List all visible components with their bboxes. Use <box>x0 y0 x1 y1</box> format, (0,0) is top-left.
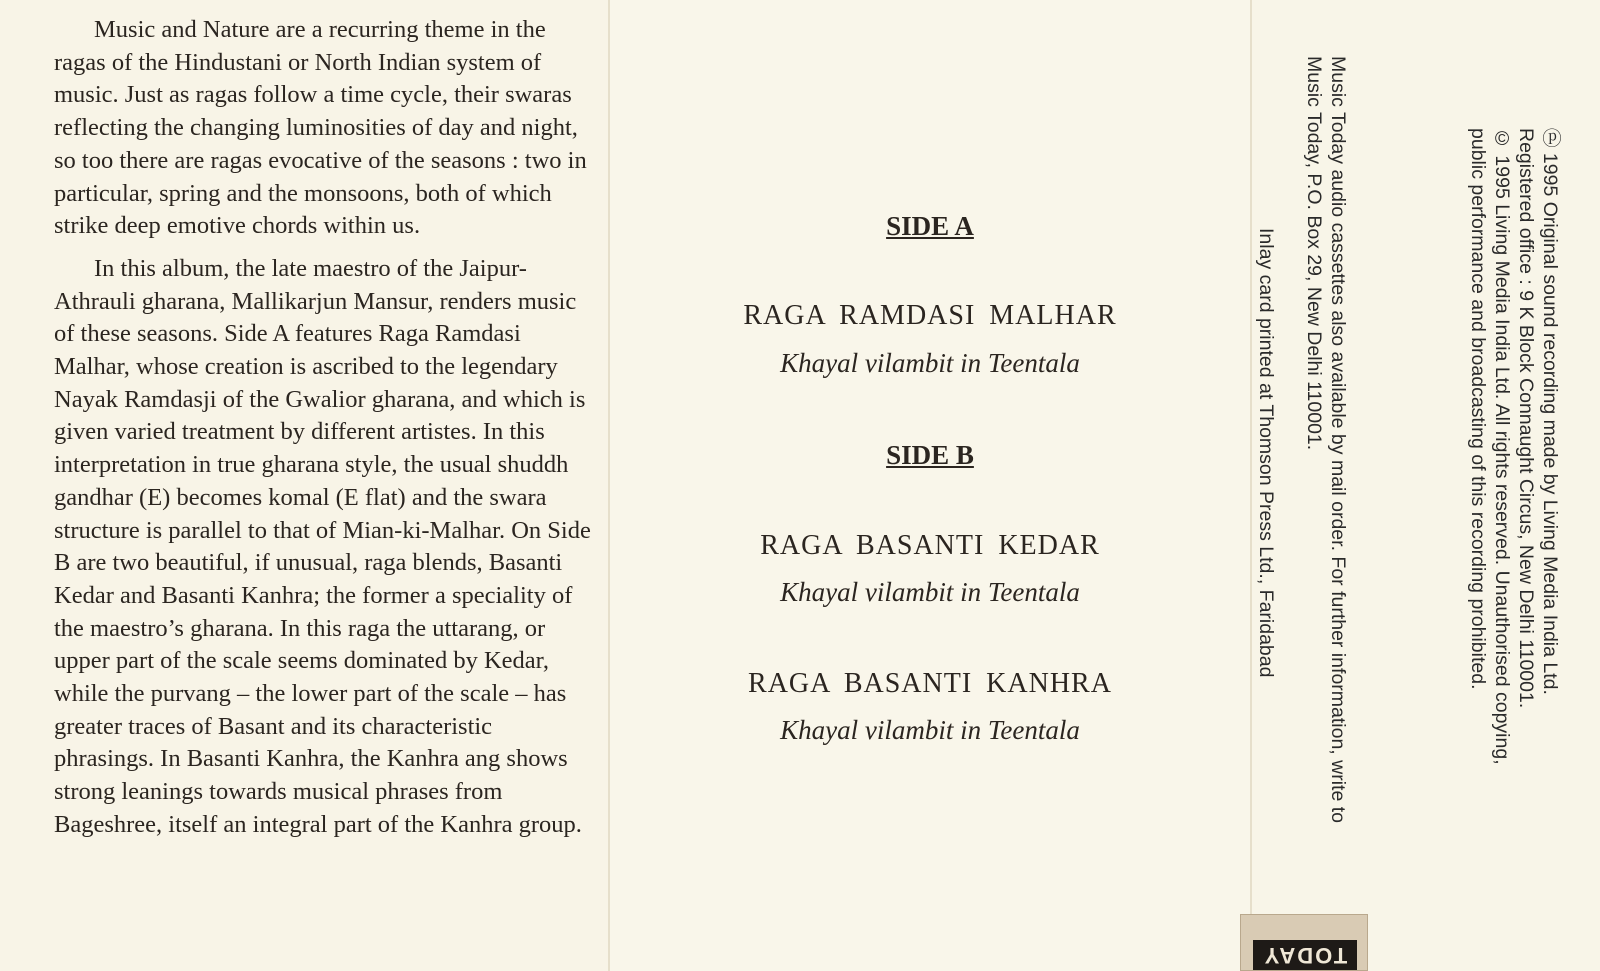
side-a-heading: SIDE A <box>886 211 974 241</box>
mail-order-line: Music Today, P.O. Box 29, New Delhi 110001. <box>1303 56 1325 451</box>
cassette-tab <box>1240 914 1368 971</box>
copyright-notice <box>1466 128 1562 958</box>
essay-text <box>54 14 594 852</box>
mail-order-notice <box>1302 56 1350 956</box>
track-subtitle: Khayal vilambit in Teentala <box>780 577 1080 607</box>
track-subtitle: Khayal vilambit in Teentala <box>780 348 1080 378</box>
essay-panel <box>0 0 608 971</box>
tab-logo: TODAY <box>1253 940 1357 970</box>
essay-paragraph-1: Music and Nature are a recurring theme in the ragas of the Hindustani or North Indian system of music. Just as ragas follow a time cycle, their swaras reflecting the changing luminosities of day and night, so too there are ragas evocative of the seasons : two in particular, spring and the monsoons, both of which strike deep emotive chords within us. <box>54 16 587 240</box>
printer-credit <box>1254 228 1278 928</box>
copyright-line: ⓟ 1995 Original sound recording made by Living Media India Ltd. <box>1539 128 1561 695</box>
track-subtitle: Khayal vilambit in Teentala <box>780 715 1080 745</box>
track-title: RAGA RAMDASI MALHAR <box>743 300 1117 331</box>
copyright-line: public performance and broadcasting of this recording prohibited. <box>1467 128 1489 690</box>
track-title: RAGA BASANTI KEDAR <box>760 530 1100 561</box>
essay-paragraph-2: In this album, the late maestro of the Jaipur-Athrauli gharana, Mallikarjun Mansur, renders music of these seasons. Side A features Raga Ramdasi Malhar, whose creation is ascribed to the legendary Nayak Ramdasji of the Gwalior gharana, and which is given varied treatment by different artistes. In this interpretation in true gharana style, the usual shuddh gandhar (E) becomes komal (E flat) and the swara structure is parallel to that of Mian-ki-Malhar. On Side B are two beautiful, if unusual, raga blends, Basanti Kedar and Basanti Kanhra; the former a speciality of the maestro’s gharana. In this raga the uttarang, or upper part of the scale seems dominated by Kedar, while the purvang – the lower part of the scale – has greater traces of Basant and its characteristic phrasings. In Basanti Kanhra, the Kanhra ang shows strong leanings towards musical phrases from Bageshree, itself an integral part of the Kanhra group. <box>54 254 591 838</box>
track-title: RAGA BASANTI KANHRA <box>748 668 1112 699</box>
copyright-line: Registered office : 9 K Block Connaught Circus, New Delhi 110001. <box>1515 128 1537 709</box>
mail-order-line: Music Today audio cassettes also available by mail order. For further information, write to <box>1327 56 1349 823</box>
side-b-heading: SIDE B <box>886 440 974 470</box>
printer-line: Inlay card printed at Thomson Press Ltd., Faridabad <box>1255 228 1277 678</box>
tracklist-panel <box>610 0 1250 971</box>
copyright-line: © 1995 Living Media India Ltd. All rights reserved. Unauthorised copying, <box>1491 128 1513 765</box>
